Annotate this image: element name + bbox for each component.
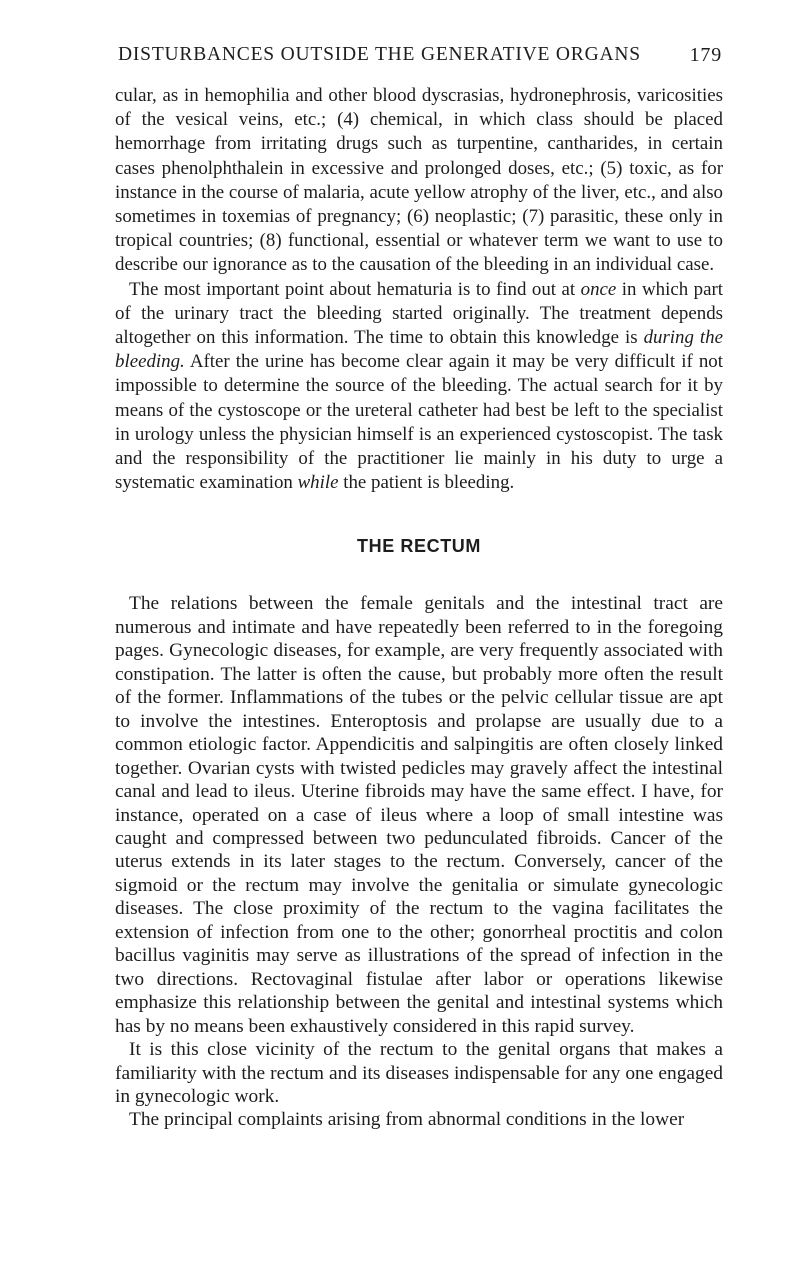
paragraph-text-run: in which part of the urinary tract the bleeding started originally. The treatment depends altogether on this information. The time to obtain this knowledge is — [115, 278, 723, 349]
paragraph-rectum-relations: The relations between the female genitals and the intestinal tract are numerous and intimate and have repeatedly been referred to in the foregoing pages. Gynecologic diseases, for example, are very frequently associated with constipation. The latter is often the cause, but probably more often the result of the former. Inflammations of the tubes or the pelvic cellular tissue are apt to involve the intestines. Enteroptosis and prolapse are usually due to a common etiologic factor. Appendicitis and salpingitis are often closely linked together. Ovarian cysts with twisted pedicles may gravely affect the intestinal canal and lead to ileus. Uterine fibroids may have the same effect. I have, for instance, operated on a case of ileus where a loop of small intestine was caught and compressed between two pedunculated fibroids. Cancer of the uterus extends in its later stages to the rectum. Conversely, cancer of the sigmoid or the rectum may involve the genitalia or simulate gynecologic diseases. The close proximity of the rectum to the vagina facilitates the extension of infection from one to the other; gonorrheal proctitis and colon bacillus vaginitis may serve as illustrations of the spread of infection in the two directions. Rectovaginal fistulae after labor or operations likewise emphasize this relationship between the genital and intestinal systems which has by no means been exhaustively considered in this rapid survey. — [115, 593, 723, 1037]
paragraph-text-run: After the urine has become clear again it may be very difficult if not impossible to determine the source of the bleeding. The actual search for it by means of the cystoscope or the ureteral catheter had best be left to the specialist in urology unless the physician himself is an experienced cystoscopist. The task and the responsibility of the practitioner lie mainly in his duty to urge a systematic examination — [115, 351, 723, 494]
page-number: 179 — [689, 44, 722, 66]
rectum-section-text — [115, 592, 723, 1131]
body-text — [115, 84, 723, 1132]
emphasis-during-bleeding: during the bleeding. — [115, 327, 723, 373]
section-heading: THE RECTUM — [357, 536, 481, 557]
paragraph-text-run: The most important point about hematuria is to find out at — [129, 278, 581, 300]
running-head — [110, 44, 722, 74]
paragraph-principal-complaints: The principal complaints arising from abnormal conditions in the lower — [129, 1109, 685, 1131]
emphasis-while: while — [297, 472, 339, 494]
emphasis-once: once — [580, 278, 617, 300]
paragraph-hematuria-causes: cular, as in hemophilia and other blood dyscrasias, hydronephrosis, varicosities of the vesical veins, etc.; (4) chemical, in which class should be placed hemorrhage from irritating drugs such as turpentine, cantharides, in certain cases phenolphthalein in excessive and prolonged doses, etc.; (5) toxic, as for instance in the course of malaria, acute yellow atrophy of the liver, etc., and also sometimes in toxemias of pregnancy; (6) neoplastic; (7) parasitic, these only in tropical countries; (8) functional, essential or whatever term we want to use to describe our ignorance as to the causation of the bleeding in an individual case. — [115, 85, 723, 276]
paragraph-hematuria-diagnosis — [115, 278, 723, 496]
running-head-title: DISTURBANCES OUTSIDE THE GENERATIVE ORGANS — [118, 44, 641, 65]
paragraph-rectum-vicinity: It is this close vicinity of the rectum to the genital organs that makes a familiarity with the rectum and its diseases indispensable for any one engaged in gynecologic work. — [115, 1039, 723, 1107]
paragraph-text-run: the patient is bleeding. — [338, 472, 515, 494]
